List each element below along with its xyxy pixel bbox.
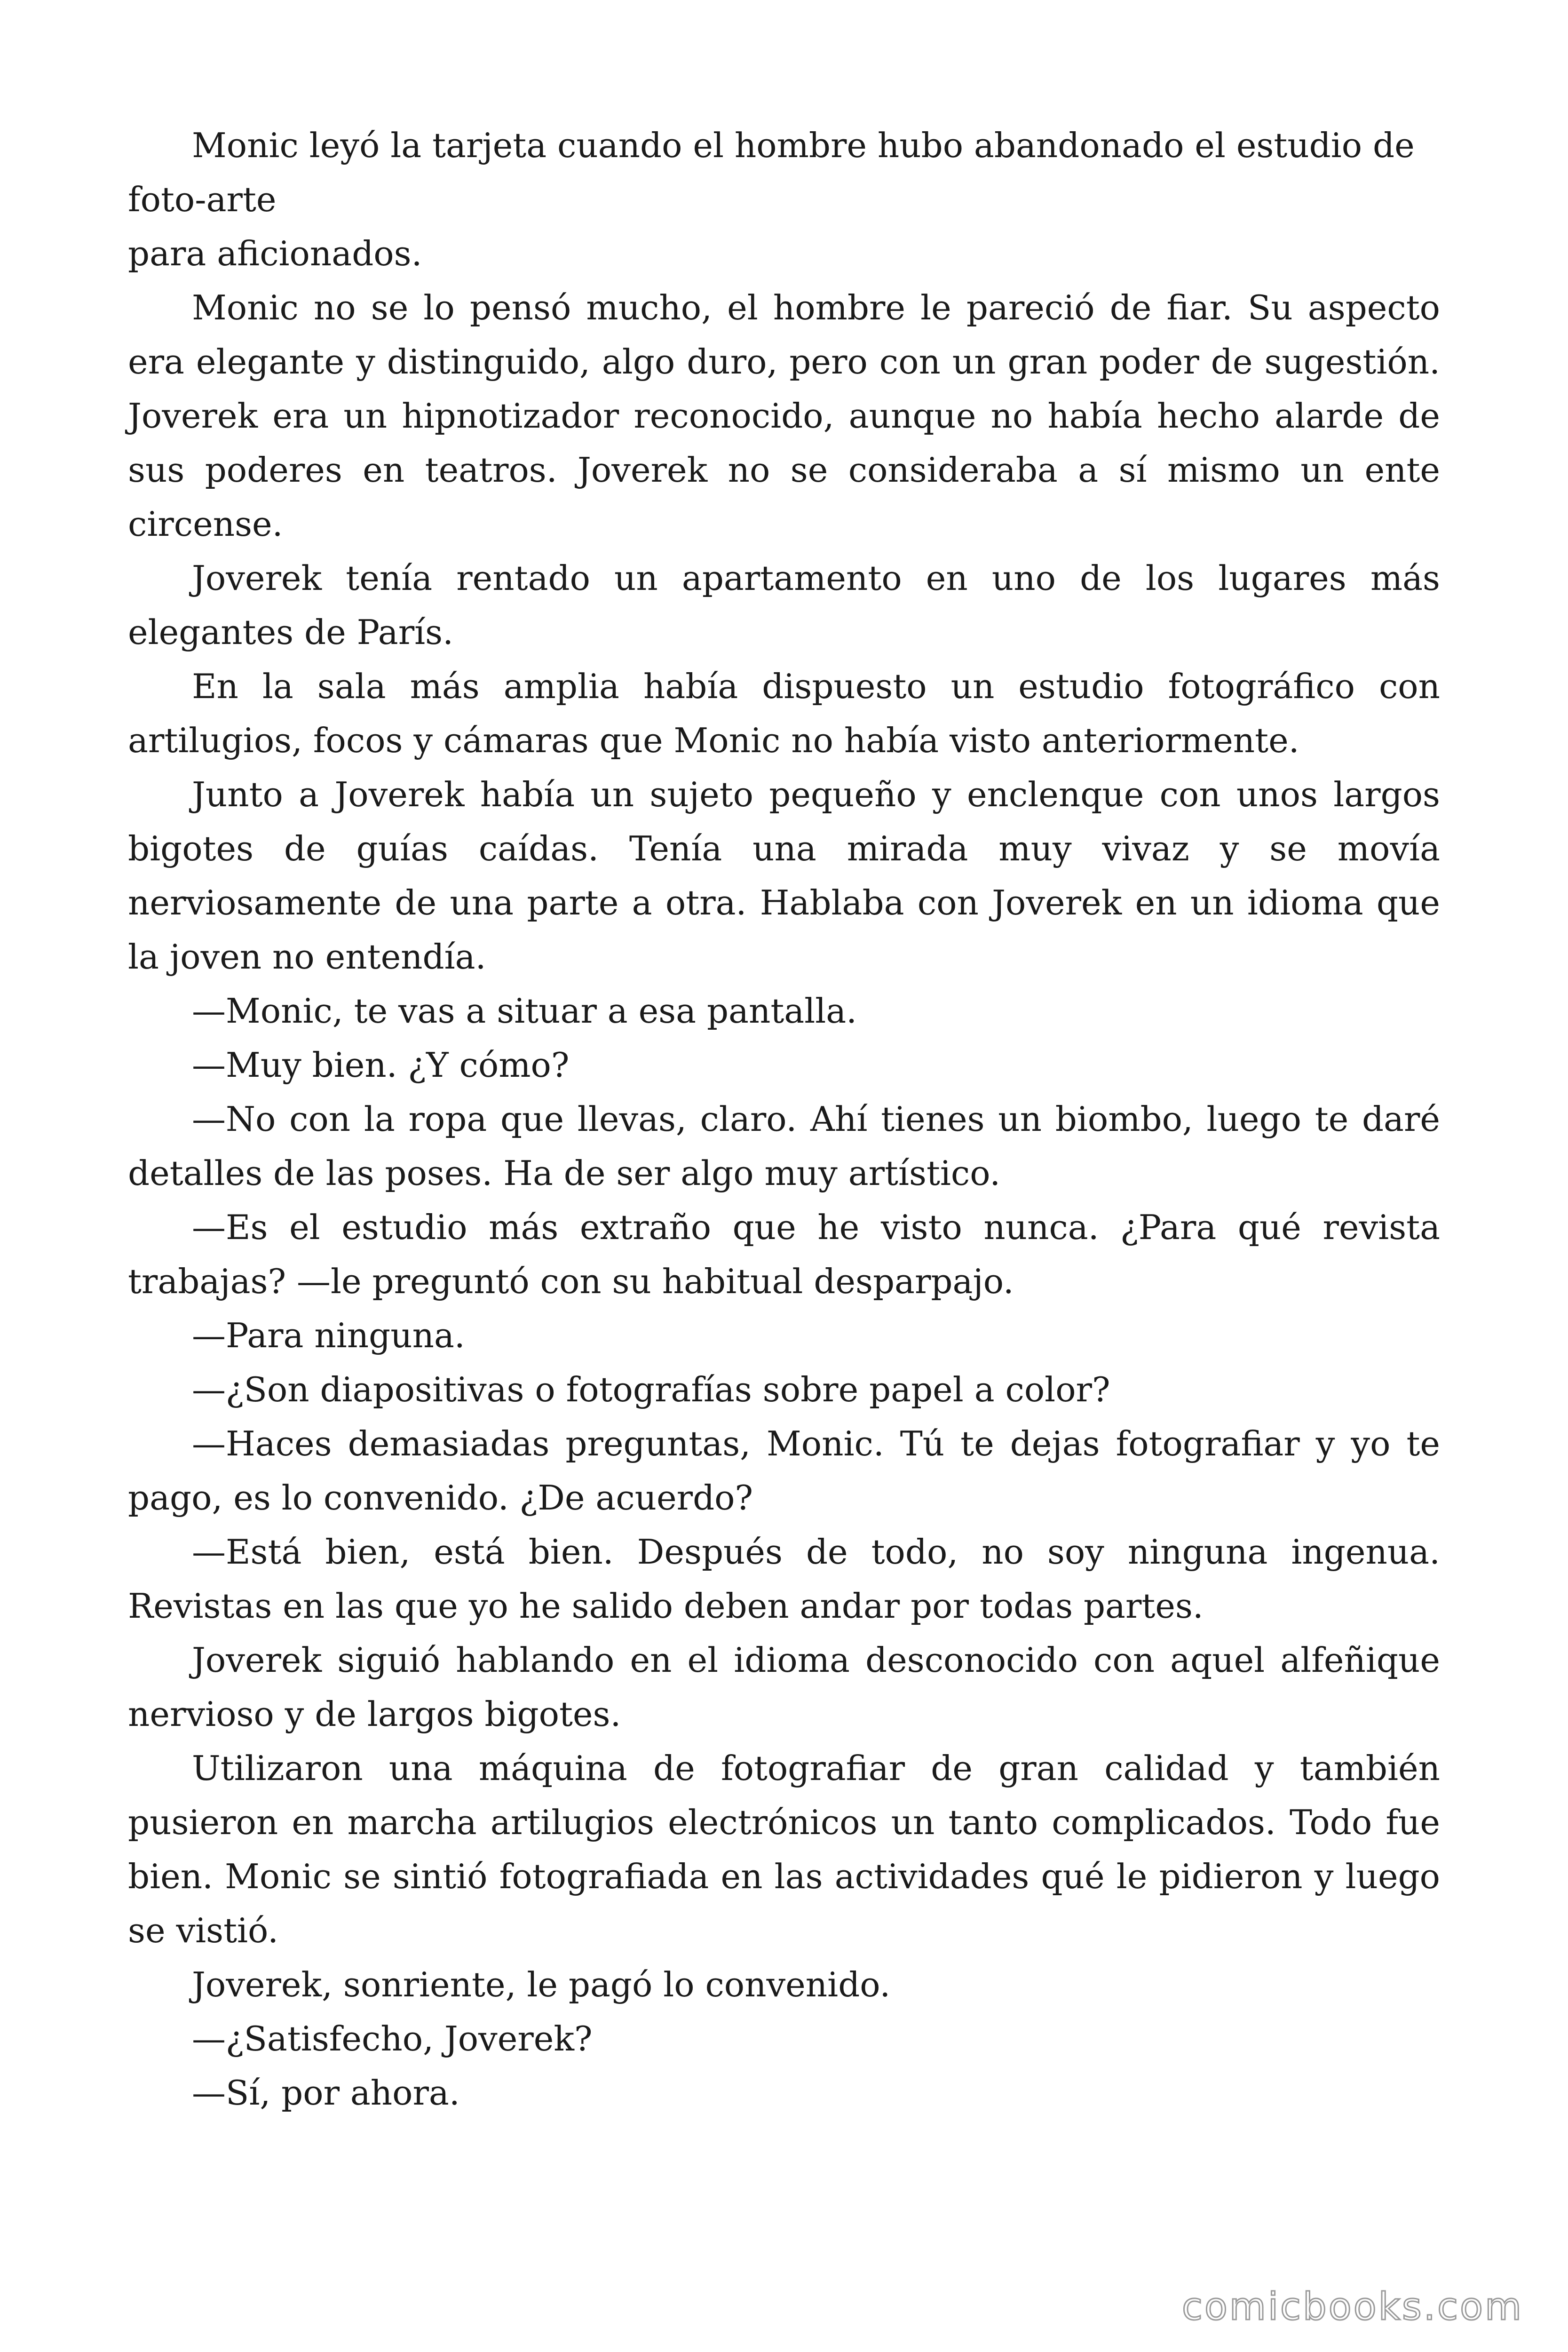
dialogue-line: —Sí, por ahora. [192,2073,460,2113]
document-body [128,119,1440,2120]
paragraph: Joverek siguió hablando en el idioma desconocido con aquel alfeñique nervioso y de largos bigotes. [128,1640,1440,1734]
paragraph: Monic leyó la tarjeta cuando el hombre hubo abandonado el estudio de [192,126,1415,165]
dialogue-line: —¿Son diapositivas o fotografías sobre papel a color? [192,1370,1110,1409]
dialogue-line: —Para ninguna. [192,1316,465,1355]
paragraph: para aficionados. [128,234,422,273]
paragraph: Junto a Joverek había un sujeto pequeño y enclenque con unos largos bigotes de guías caídas. Tenía una mirada muy vivaz y se movía nerviosamente de una parte a otra. Hablaba con Joverek en un idioma que la joven no entendía. [128,775,1440,977]
paragraph: En la sala más amplia había dispuesto un estudio fotográfico con artilugios, focos y cámaras que Monic no había visto anteriormente. [128,667,1440,760]
dialogue-line: —¿Satisfecho, Joverek? [192,2019,593,2058]
dialogue-line: —Muy bien. ¿Y cómo? [192,1045,570,1085]
paragraph: Monic no se lo pensó mucho, el hombre le pareció de fiar. Su aspecto era elegante y distinguido, algo duro, pero con un gran poder de sugestión. Joverek era un hipnotizador reconocido, aunque no había hecho alarde de sus poderes en teatros. Joverek no se consideraba a sí mismo un ente circense. [128,288,1440,544]
paragraph: Joverek tenía rentado un apartamento en uno de los lugares más elegantes de París. [128,558,1440,652]
dialogue-line: —No con la ropa que llevas, claro. Ahí tienes un biombo, luego te daré detalles de las poses. Ha de ser algo muy artístico. [128,1099,1440,1193]
paragraph: Joverek, sonriente, le pagó lo convenido. [192,1965,891,2004]
dialogue-line: —Es el estudio más extraño que he visto nunca. ¿Para qué revista trabajas? —le preguntó con su habitual desparpajo. [128,1208,1440,1301]
paragraph: Utilizaron una máquina de fotografiar de gran calidad y también pusieron en marcha artilugios electrónicos un tanto complicados. Todo fue bien. Monic se sintió fotografiada en las actividades qué le pidieron y luego se vistió. [128,1748,1440,1950]
dialogue-line: —Haces demasiadas preguntas, Monic. Tú te dejas fotografiar y yo te pago, es lo convenido. ¿De acuerdo? [128,1424,1440,1518]
dialogue-line: —Monic, te vas a situar a esa pantalla. [192,991,857,1031]
watermark: comicbooks.com [1181,2285,1523,2328]
dialogue-line: —Está bien, está bien. Después de todo, no soy ninguna ingenua. Revistas en las que yo he salido deben andar por todas partes. [128,1532,1440,1626]
paragraph: foto-arte [128,180,277,219]
